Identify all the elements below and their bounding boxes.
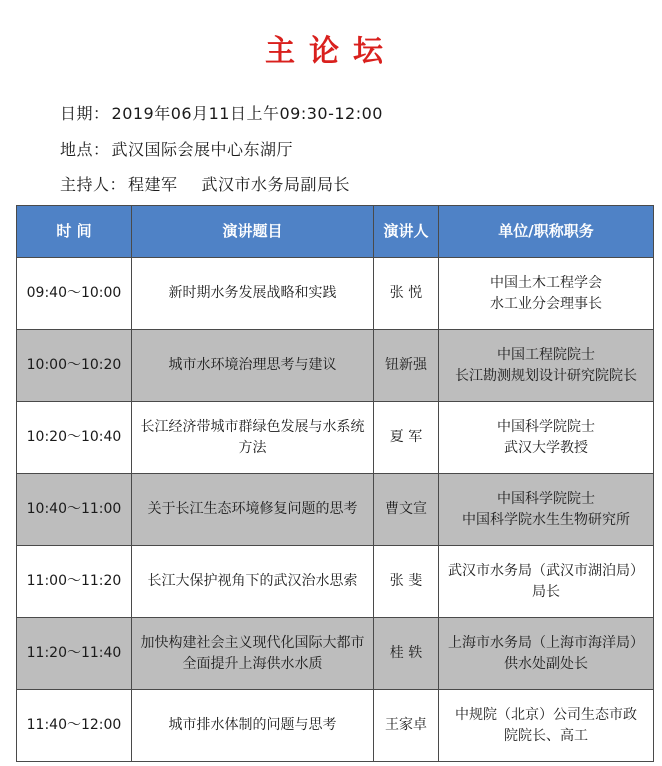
table-row: [17, 618, 654, 690]
affiliation-line-2: 水工业分会理事长: [490, 295, 602, 312]
affiliation-line-2: 局长: [532, 583, 560, 600]
speaker-cell: 夏 军: [374, 402, 439, 474]
time-cell: 11:40～12:00: [17, 690, 132, 762]
affiliation-line-1: 中国土木工程学会: [490, 274, 602, 291]
date-value: 2019年06月11日上午09:30-12:00: [111, 104, 383, 123]
affiliation-line-2: 院院长、高工: [504, 727, 588, 744]
header-time: 时 间: [17, 206, 132, 258]
speaker-cell: 曹文宣: [374, 474, 439, 546]
affiliation-cell: [439, 618, 654, 690]
date-label: 日期：: [60, 104, 110, 123]
venue-line: [60, 137, 293, 160]
venue-label: 地点：: [60, 140, 110, 159]
header-speaker: 演讲人: [374, 206, 439, 258]
time-cell: 10:40～11:00: [17, 474, 132, 546]
affiliation-line-1: 中国工程院院士: [497, 346, 595, 363]
table-row: [17, 258, 654, 330]
affiliation-line-1: 武汉市水务局（武汉市湖泊局）: [448, 562, 644, 579]
affiliation-line-1: 中国科学院院士: [497, 490, 595, 507]
table-row: [17, 474, 654, 546]
host-name: 程建军: [128, 175, 178, 194]
topic-cell: 长江经济带城市群绿色发展与水系统方法: [132, 402, 374, 474]
venue-value: 武汉国际会展中心东湖厅: [111, 140, 294, 159]
schedule-table: [16, 205, 654, 762]
affiliation-line-2: 武汉大学教授: [504, 439, 588, 456]
speaker-cell: 钮新强: [374, 330, 439, 402]
host-label: 主持人：: [60, 175, 127, 194]
host-line: [60, 172, 350, 195]
time-cell: 10:20～10:40: [17, 402, 132, 474]
time-cell: 11:20～11:40: [17, 618, 132, 690]
topic-cell: 城市水环境治理思考与建议: [132, 330, 374, 402]
time-cell: 10:00～10:20: [17, 330, 132, 402]
table-header-row: [17, 206, 654, 258]
host-role: 武汉市水务局副局长: [201, 175, 351, 194]
header-affiliation: 单位/职称职务: [439, 206, 654, 258]
affiliation-line-2: 中国科学院水生生物研究所: [462, 511, 630, 528]
affiliation-line-1: 上海市水务局（上海市海洋局）: [448, 634, 644, 651]
topic-cell: 加快构建社会主义现代化国际大都市全面提升上海供水水质: [132, 618, 374, 690]
affiliation-line-1: 中国科学院院士: [497, 418, 595, 435]
topic-cell: 关于长江生态环境修复问题的思考: [132, 474, 374, 546]
speaker-cell: 张 斐: [374, 546, 439, 618]
affiliation-cell: [439, 402, 654, 474]
speaker-cell: 张 悦: [374, 258, 439, 330]
header-topic: 演讲题目: [132, 206, 374, 258]
affiliation-line-2: 供水处副处长: [504, 655, 588, 672]
affiliation-line-1: 中规院（北京）公司生态市政: [455, 706, 637, 723]
table-row: [17, 330, 654, 402]
affiliation-cell: [439, 474, 654, 546]
topic-cell: 新时期水务发展战略和实践: [132, 258, 374, 330]
affiliation-cell: [439, 546, 654, 618]
time-cell: 11:00～11:20: [17, 546, 132, 618]
affiliation-line-2: 长江勘测规划设计研究院院长: [455, 367, 637, 384]
affiliation-cell: [439, 690, 654, 762]
speaker-cell: 桂 轶: [374, 618, 439, 690]
affiliation-cell: [439, 330, 654, 402]
time-cell: 09:40～10:00: [17, 258, 132, 330]
topic-cell: 城市排水体制的问题与思考: [132, 690, 374, 762]
table-row: [17, 546, 654, 618]
table-row: [17, 402, 654, 474]
date-line: [60, 101, 383, 124]
topic-cell: 长江大保护视角下的武汉治水思索: [132, 546, 374, 618]
table-row: [17, 690, 654, 762]
page-title: 主论坛: [265, 34, 397, 69]
speaker-cell: 王家卓: [374, 690, 439, 762]
affiliation-cell: [439, 258, 654, 330]
